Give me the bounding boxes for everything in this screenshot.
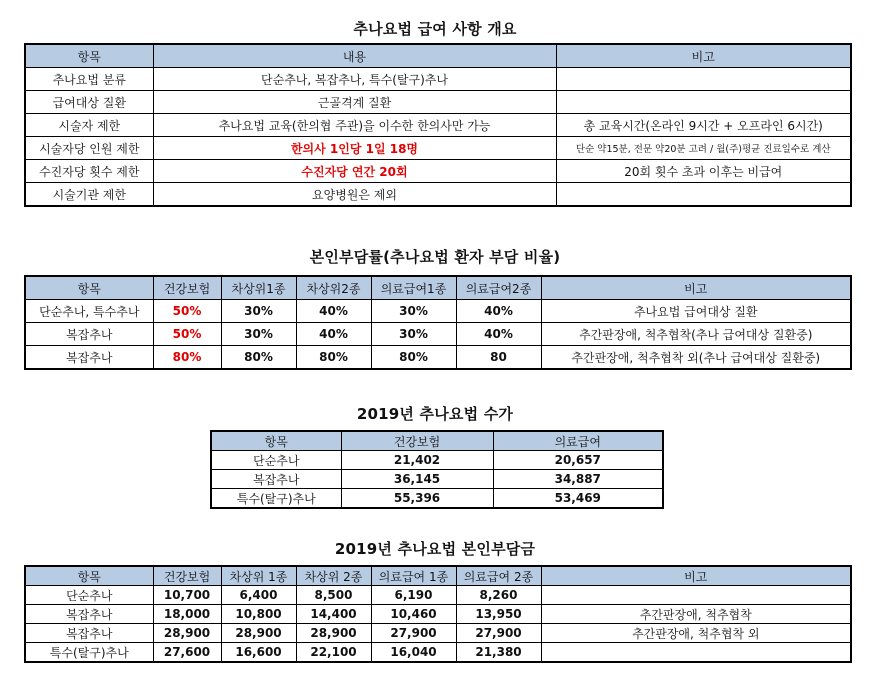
cell-near-poor-1: 6,400 — [221, 586, 296, 605]
cell-health-insurance: 36,145 — [341, 470, 493, 489]
cell-content: 단순추나, 복잡추나, 특수(탈구)추나 — [153, 68, 556, 91]
table-header-row — [25, 276, 851, 300]
cell-note: 추나요법 급여대상 질환 — [541, 300, 851, 323]
table-row — [211, 489, 663, 509]
header-near-poor-1: 차상위1종 — [221, 276, 296, 300]
cell-item: 특수(탈구)추나 — [25, 643, 153, 663]
table-row — [211, 470, 663, 489]
cell-near-poor-1: 30% — [221, 323, 296, 346]
header-health-insurance: 건강보험 — [153, 276, 221, 300]
section3-title: 2019년 추나요법 수가 — [356, 405, 514, 423]
cell-near-poor-1: 10,800 — [221, 605, 296, 624]
header-item: 항목 — [25, 276, 153, 300]
cell-medical-aid: 53,469 — [493, 489, 663, 509]
table-header-row — [211, 431, 663, 451]
header-note: 비고 — [541, 276, 851, 300]
cell-medical-aid-1: 27,900 — [371, 624, 456, 643]
cell-health-insurance: 80% — [153, 346, 221, 370]
cell-content: 수진자당 연간 20회 — [153, 160, 556, 183]
cell-near-poor-1: 80% — [221, 346, 296, 370]
cell-health-insurance: 55,396 — [341, 489, 493, 509]
table-row — [25, 183, 851, 207]
cell-content: 한의사 1인당 1일 18명 — [153, 137, 556, 160]
cell-medical-aid-1: 10,460 — [371, 605, 456, 624]
cell-near-poor-1: 16,600 — [221, 643, 296, 663]
cell-item: 시술자 제한 — [25, 114, 153, 137]
cell-item: 수진자당 횟수 제한 — [25, 160, 153, 183]
cell-near-poor-2: 40% — [296, 300, 371, 323]
cell-medical-aid-2: 27,900 — [456, 624, 541, 643]
cell-health-insurance: 18,000 — [153, 605, 221, 624]
cell-medical-aid-1: 16,040 — [371, 643, 456, 663]
cell-item: 특수(탈구)추나 — [211, 489, 341, 509]
header-medical-aid: 의료급여 — [493, 431, 663, 451]
header-near-poor-2: 차상위2종 — [296, 276, 371, 300]
header-health-insurance: 건강보험 — [341, 431, 493, 451]
cell-item: 복잡추나 — [25, 346, 153, 370]
cell-note: 추간판장애, 척추협착 외 — [541, 624, 851, 643]
cell-content: 요양병원은 제외 — [153, 183, 556, 207]
cell-health-insurance: 28,900 — [153, 624, 221, 643]
table-row — [25, 346, 851, 370]
cell-note: 단순 약15분, 전문 약20분 고려 / 월(주)평균 진료일수로 계산 — [556, 137, 851, 160]
cell-medical-aid-1: 6,190 — [371, 586, 456, 605]
cell-near-poor-1: 28,900 — [221, 624, 296, 643]
cell-note — [556, 91, 851, 114]
table-row — [25, 323, 851, 346]
header-note: 비고 — [556, 44, 851, 68]
cell-note — [541, 586, 851, 605]
cell-medical-aid-2: 13,950 — [456, 605, 541, 624]
cell-medical-aid: 34,887 — [493, 470, 663, 489]
cell-note: 20회 횟수 초과 이후는 비급여 — [556, 160, 851, 183]
table-row — [25, 586, 851, 605]
cell-item: 급여대상 질환 — [25, 91, 153, 114]
cell-item: 시술자당 인원 제한 — [25, 137, 153, 160]
cell-medical-aid: 20,657 — [493, 451, 663, 470]
section4-title: 2019년 추나요법 본인부담금 — [334, 540, 536, 558]
header-medical-aid-2: 의료급여 2종 — [456, 566, 541, 586]
table-row — [25, 643, 851, 663]
cell-near-poor-2: 22,100 — [296, 643, 371, 663]
cell-medical-aid-1: 30% — [371, 323, 456, 346]
cell-note: 총 교육시간(온라인 9시간 + 오프라인 6시간) — [556, 114, 851, 137]
table-row — [211, 451, 663, 470]
cell-medical-aid-1: 80% — [371, 346, 456, 370]
cell-near-poor-1: 30% — [221, 300, 296, 323]
table-row — [25, 605, 851, 624]
cell-health-insurance: 21,402 — [341, 451, 493, 470]
table-row — [25, 137, 851, 160]
cell-near-poor-2: 28,900 — [296, 624, 371, 643]
cell-content: 추나요법 교육(한의협 주관)을 이수한 한의사만 가능 — [153, 114, 556, 137]
copay-amount-2019-table — [24, 565, 852, 663]
cell-note — [556, 68, 851, 91]
cell-medical-aid-2: 8,260 — [456, 586, 541, 605]
fee-2019-table — [210, 430, 664, 509]
table-row — [25, 624, 851, 643]
cell-note — [556, 183, 851, 207]
cell-near-poor-2: 14,400 — [296, 605, 371, 624]
cell-medical-aid-2: 80 — [456, 346, 541, 370]
cell-medical-aid-2: 40% — [456, 323, 541, 346]
cell-item: 추나요법 분류 — [25, 68, 153, 91]
header-medical-aid-1: 의료급여 1종 — [371, 566, 456, 586]
table-row — [25, 114, 851, 137]
cell-item: 단순추나, 특수추나 — [25, 300, 153, 323]
cell-medical-aid-2: 40% — [456, 300, 541, 323]
copay-rate-table — [24, 275, 852, 370]
header-near-poor-1: 차상위 1종 — [221, 566, 296, 586]
header-medical-aid-1: 의료급여1종 — [371, 276, 456, 300]
cell-health-insurance: 50% — [153, 300, 221, 323]
table-row — [25, 300, 851, 323]
cell-health-insurance: 50% — [153, 323, 221, 346]
cell-note — [541, 643, 851, 663]
cell-item: 복잡추나 — [25, 323, 153, 346]
cell-item: 복잡추나 — [25, 605, 153, 624]
header-item: 항목 — [25, 44, 153, 68]
cell-content: 근골격계 질환 — [153, 91, 556, 114]
header-content: 내용 — [153, 44, 556, 68]
cell-near-poor-2: 40% — [296, 323, 371, 346]
cell-item: 단순추나 — [211, 451, 341, 470]
header-near-poor-2: 차상위 2종 — [296, 566, 371, 586]
cell-item: 복잡추나 — [211, 470, 341, 489]
cell-note: 추간판장애, 척추협착 외(추나 급여대상 질환중) — [541, 346, 851, 370]
table-header-row — [25, 566, 851, 586]
header-note: 비고 — [541, 566, 851, 586]
cell-note: 추간판장애, 척추협착 — [541, 605, 851, 624]
section1-title: 추나요법 급여 사항 개요 — [353, 20, 517, 38]
section2-title: 본인부담률(추나요법 환자 부담 비율) — [309, 248, 561, 266]
table-header-row — [25, 44, 851, 68]
cell-health-insurance: 10,700 — [153, 586, 221, 605]
cell-medical-aid-1: 30% — [371, 300, 456, 323]
cell-medical-aid-2: 21,380 — [456, 643, 541, 663]
table-row — [25, 91, 851, 114]
cell-health-insurance: 27,600 — [153, 643, 221, 663]
cell-near-poor-2: 8,500 — [296, 586, 371, 605]
cell-near-poor-2: 80% — [296, 346, 371, 370]
cell-item: 시술기관 제한 — [25, 183, 153, 207]
table-row — [25, 68, 851, 91]
coverage-overview-table — [24, 43, 852, 207]
header-health-insurance: 건강보험 — [153, 566, 221, 586]
header-item: 항목 — [25, 566, 153, 586]
cell-item: 단순추나 — [25, 586, 153, 605]
table-row — [25, 160, 851, 183]
cell-item: 복잡추나 — [25, 624, 153, 643]
cell-note: 추간판장애, 척추협착(추나 급여대상 질환중) — [541, 323, 851, 346]
header-medical-aid-2: 의료급여2종 — [456, 276, 541, 300]
header-item: 항목 — [211, 431, 341, 451]
